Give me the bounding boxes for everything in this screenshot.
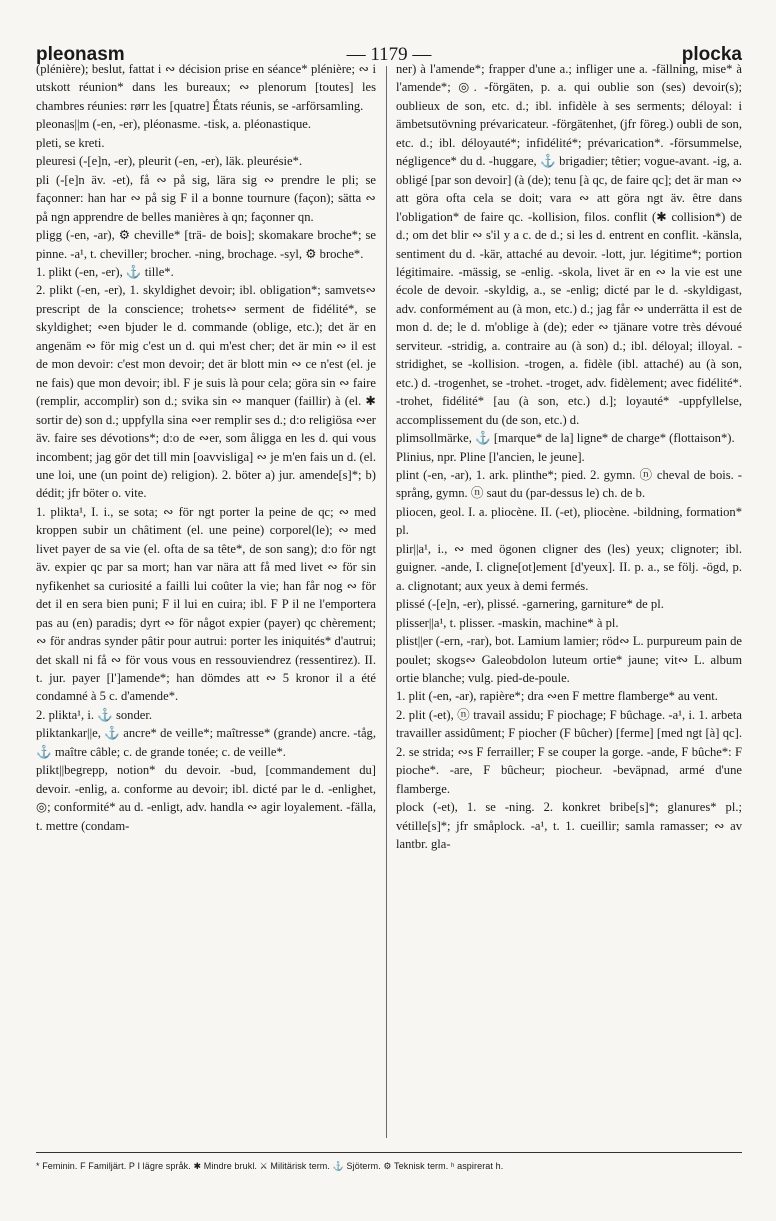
dictionary-entry: ner) à l'amende*; frapper d'une a.; infliger une a. -fällning, mise* à l'amende*; ◎. -förgäten, p. a. qui oublie son (ses) devoir(s); oublieux de son, etc. d.; ibl. infidèle à ses serments; déloyal: i ämbetsutövning prévaricateur. -förgätenhet, (jfr föreg.) oubli de son, etc. d.; ibl. déloyauté*; infidélité*; prévarication*. -försummelse, négligence* du d. -huggare, ⚓ brigadier; têtier; vogue-avant. -ig, a. obligé [par son devoir] (à (de); tenu [à qc, de faire qc]; det är man ∾ att göra ofta cela se doit; vara ∾ att göra ngt äv. être dans l'obligation* de faire qc. -kollision, filos. conflit (✱ collision*) de d.; om det blir ∾ s'il y a c. de d.; si les d. entrent en conflit. -känsla, sentiment du d. -kär, attaché au devoir. -lott, jur. légitime*; portion légitimaire. -mässig, se -enlig. -skola, livet är en ∾ la vie est une école de devoir. -skyldig, a., se -enlig; dicté par le d. -skyldigast, adv. conformément au (à mon, etc.) d.; jag får ∾ underrätta il est de mon d. de; le d. m'oblige à (de); eder ∾ tjänare votre très dévoué serviteur. -stridig, a. contraire au (à son) d.; ibl. déloyal; illoyal. -stridighet, se -kollision. -trogen, a. fidèle (ibl. attaché) au (à son, etc.) d. -trogenhet, se -trohet. -troget, adv. fidèlement; avec fidélité*. -trohet, fidélité* [au (à son, etc.) d.]; loyauté* -uppfyllelse, accomplissement du (de son, etc.) d. (396, 62, 742, 427)
symbol-legend: * Feminin. F Familjärt. P I lägre språk. ✱ Mindre brukl. ⚔ Militärisk term. ⚓ Sjöterm. ⚙ Teknisk term. ʰ aspirerat h. (36, 1161, 504, 1171)
dictionary-entry: 1. plikt (-en, -er), ⚓ tille*. (36, 264, 174, 279)
left-running-headword: pleonasm (36, 44, 125, 65)
dictionary-entry: pleonas||m (-en, -er), pléonasme. -tisk, a. pléonastique. (36, 117, 312, 132)
dictionary-entry: pleti, se kreti. (36, 135, 105, 150)
dictionary-entry: plikt||begrepp, notion* du devoir. -bud, [commandement du] devoir. -enlig, a. conforme au devoir; ibl. dicté par le d. -enlighet, ◎; conformité* au d. -enligt, adv. handla ∾ agir loyalement. -fälla, t. mettre (condam- (36, 763, 376, 833)
dictionary-entry: (plénière); beslut, fattat i ∾ décision prise en séance* plénière; ∾ i utskott réunion* dans les bureaux; ∾ plenorum [toutes] les chambres réunies: rørr les [quatre] États réunis, se -arförsamling. (36, 62, 376, 113)
right-running-headword: plocka (681, 44, 742, 65)
dictionary-entry: plisser||a¹, t. plisser. -maskin, machine* à pl. (396, 615, 619, 630)
dictionary-entry: 1. plit (-en, -ar), rapière*; dra ∾en F mettre flamberge* au vent. (396, 689, 718, 704)
dictionary-entry: plir||a¹, i., ∾ med ögonen cligner des (les) yeux; clignoter; ibl. guigner. -ande, I. cligne[ot]ement [d'yeux]. II. p. a., se följ. -ögd, p. a. clignotant; aux yeux à demi fermés. (396, 541, 742, 593)
dictionary-entry: pliktankar||e, ⚓ ancre* de veille*; maîtresse* (grande) ancre. -tåg, ⚓ maître câble; c. de grande tonée; c. de veille*. (36, 726, 376, 759)
left-column (36, 60, 376, 1148)
right-column (396, 60, 742, 1148)
dictionary-entry: plock (-et), 1. se -ning. 2. konkret bribe[s]*; glanures* pl.; vétille[s]*; jfr småplock. -a¹, t. 1. cueillir; samla ramasser; ∾ av lantbr. gla- (396, 800, 742, 852)
column-divider (386, 66, 387, 1138)
dictionary-entry: 2. plikt (-en, -er), 1. skyldighet devoir; ibl. obligation*; samvets∾ prescript de la conscience; trohets∾ serment de fidélité*, se skyldighet; ∾en bjuder le d. commande (oblige, etc.); det är en angenäm ∾ för mig c'est un d. qui m'est cher; det är min ∾ il est de mon devoir: c'est mon devoir; det är blott min ∾ ce n'est (el. je ne fais) que mon devoir; ibl. F je suis là pour cela; göra sin ∾ faire (remplir, accomplir) son d.; svika sin ∾ manquer (faillir) à (el. ✱ sortir de) son d.; uppfylla sina ∾er remplir ses d.; d:o religiösa ∾er äv. faire ses dévotions*; d:o de ∾er, som åligga en les d. qui vous incombent; jag gör det till min [oavvisliga] ∾ je m'en fais un d. (el. une loi, une (un point de) religion). 2. böter a) jur. amende[s]*; b) dédit; jfr böter o. vite. (36, 283, 376, 501)
dictionary-entry: pliocen, geol. I. a. pliocène. II. (-et), pliocène. -bildning, formation* pl. (396, 504, 742, 538)
dictionary-entry: 2. plit (-et), ⓝ travail assidu; F piochage; F bûchage. -a¹, i. 1. arbeta travailler assidûment; F piocher (F bûcher) [ferme] [med ngt [à] qc]. 2. se strida; ∾s F ferrailler; F se couper la gorge. -ande, F bûche*: F pioche*. -are, F bûcheur; piocheur. -beväpnad, armé d'une flamberge. (396, 707, 742, 796)
dictionary-entry: pleuresi (-[e]n, -er), pleurit (-en, -er), läk. pleurésie*. (36, 154, 303, 169)
footer-rule (36, 1152, 742, 1153)
dictionary-entry: plimsollmärke, ⚓ [marque* de la] ligne* de charge* (flottaison*). (396, 431, 735, 446)
dictionary-entry: 1. plikta¹, I. i., se sota; ∾ för ngt porter la peine de qc; ∾ med kroppen subir un châtiment (el. une peine) corporel(le); ∾ med livet payer de sa vie (el. ofta de sa tête*, de son sang); d:o för ngt äv. expier qc par sa mort; han var nära att få med livet ∾ för sin nyfikenhet sa curiosité a failli lui coûter la vie; han får nog ∾ för det il en sera bien puni; F il lui en cuira; ibl. F P il ne l'emportera pas au (en) paradis; dyrt ∾ för något expier (payer) qc chèrement; ∾ för andras synder pâtir pour autrui: porter les iniquités* d'autrui; det skall ni få ∾ för vous vous en ressouviendrez (ressentirez). II. t. jur. payer [l']amende*; han dömdes att ∾ 5 kronor il a été condamné à 5 c. d'amende*. (36, 504, 376, 704)
dictionary-entry: plint (-en, -ar), 1. ark. plinthe*; pied. 2. gymn. ⓝ cheval de bois. -språng, gymn. ⓝ saut du (par-dessus le) ch. de b. (396, 467, 742, 501)
dictionary-entry: 2. plikta¹, i. ⚓ sonder. (36, 707, 152, 722)
dictionary-entry: pli (-[e]n äv. -et), få ∾ på sig, lära sig ∾ prendre le pli; se façonner: han har ∾ på sig F il a bonne tournure (façon); sätta ∾ på ngn apprendre de belles manières à qn; façonner qn. (36, 172, 376, 224)
dictionary-entry: pligg (-en, -ar), ⚙ cheville* [trä- de bois]; skomakare broche*; se pinne. -a¹, t. cheviller; brocher. -ning, brochage. -syl, ⚙ broche*. (36, 228, 376, 261)
dictionary-entry: plist||er (-ern, -rar), bot. Lamium lamier; röd∾ L. purpureum pain de poulet; skogs∾ Galeobdolon luteum ortie* jaune; vit∾ L. album ortie blanche; vulg. pied-de-poule. (396, 634, 742, 685)
dictionary-entry: Plinius, npr. Pline [l'ancien, le jeune]. (396, 449, 585, 464)
dictionary-entry: plissé (-[e]n, -er), plissé. -garnering, garniture* de pl. (396, 597, 664, 612)
page-number: — 1179 — (346, 44, 432, 65)
